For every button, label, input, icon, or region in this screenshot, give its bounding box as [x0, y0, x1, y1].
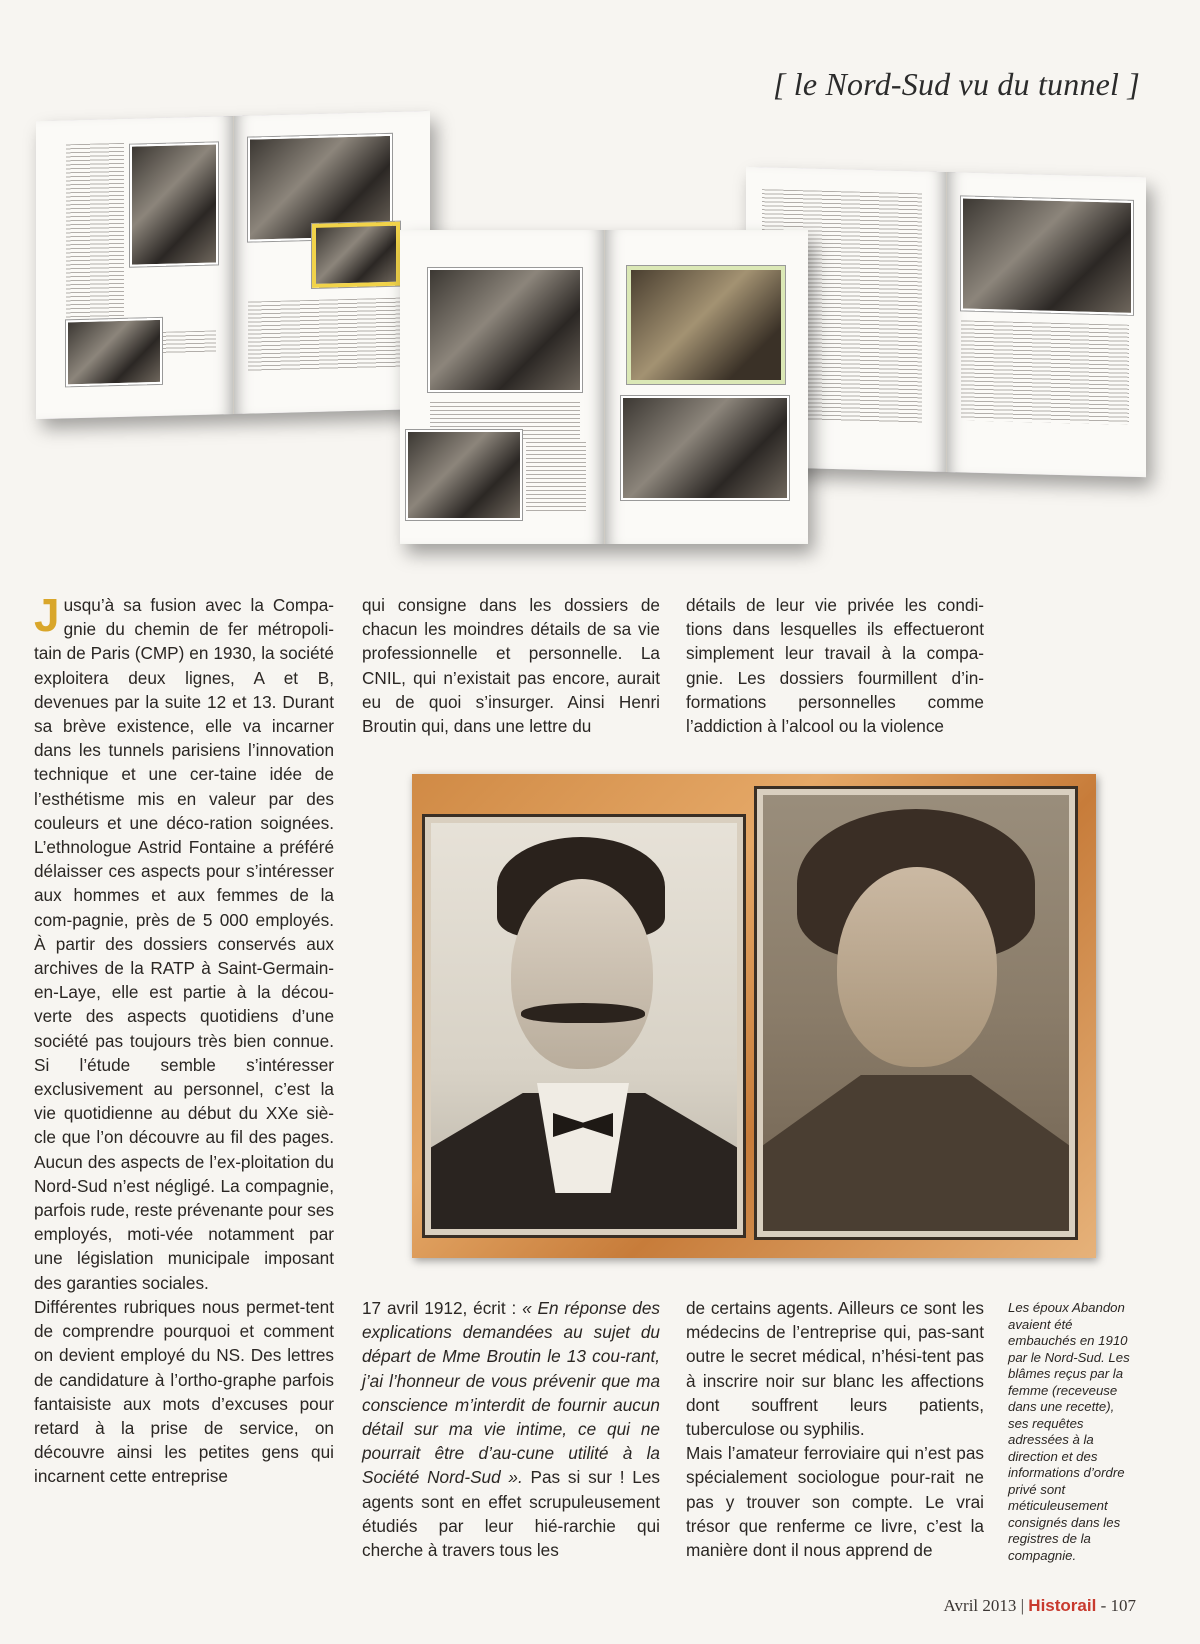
section-title: [ le Nord-Sud vu du tunnel ] [772, 66, 1140, 102]
article-paragraph: qui consigne dans les dossiers de chacun les moindres détails de sa vie professionnelle et personnelle. La CNIL, qui n’existait pas encore, aurait eu de quoi s’insurger. Ainsi Henri Broutin qui, dans une lettre du [362, 595, 660, 737]
article-paragraph: 17 avril 1912, écrit : « En réponse des explications demandées au sujet du départ de Mme Broutin le 13 cou-rant, j’ai l’honneur de vous prévenir que ma conscience m’interdit de fournir aucun détail sur ma vie intime, ce qui ne pourrait être d’au-cune utilité à la Société Nord-Sud ». Pas si sur ! Les agents sont en effet scrupuleusement étudiés par leur hié-rarchie qui cherche à travers tous les [362, 1298, 660, 1561]
text-block [248, 297, 408, 371]
magazine-name: Historail [1028, 1596, 1097, 1615]
book-photo [66, 318, 162, 387]
article-paragraph: de certains agents. Ailleurs ce sont les médecins de l’entreprise qui, pas-sant outre le secret médical, n’hési-tent pas à inscrire noir sur blanc les affections dont souffrent leurs patients, tuberculose ou syphilis. [686, 1298, 984, 1440]
moustache-icon [521, 1003, 645, 1023]
article-column-3-top [686, 593, 984, 738]
drop-cap: J [34, 589, 60, 641]
book-center [400, 230, 808, 544]
portrait-woman [754, 786, 1078, 1240]
book-page [36, 116, 234, 419]
book-photo [621, 396, 789, 500]
article-column-2-bottom [362, 1296, 660, 1562]
article-paragraph: détails de leur vie privée les condi-tions dans lesquelles ils effectueront simplement leur travail à la compa-gnie. Les dossiers fourmillent d’in-formations personnelles comme l’addiction à l’alcool ou la violence [686, 595, 984, 737]
book-page [400, 230, 605, 544]
photo-caption: Les époux Abandon avaient été embauchés en 1910 par le Nord-Sud. Les blâmes reçus par la femme (receveuse dans une recette), ses requêtes adressées à la direction et des informations d’ordre privé sont méticuleusement consignés dans les registres de la compagnie. [1008, 1300, 1130, 1563]
article-column-2-top [362, 593, 660, 738]
dress [763, 1075, 1069, 1231]
text-block [66, 143, 124, 335]
book-photo [627, 266, 785, 384]
article-paragraph: Différentes rubriques nous permet-tent de comprendre pourquoi et comment on devient employé du NS. Des lettres de candidature à l’ortho-graphe parfois fantaisiste aux mots d’excuses pour retard à la prise de service, on découvre ainsi les petites gens qui incarnent cette entreprise [34, 1296, 334, 1487]
article-column-1 [34, 589, 335, 1489]
article-paragraph: Mais l’amateur ferroviaire qui n’est pas spécialement sociologue pour-rait ne pas y trouver son compte. Le vrai trésor que renferme ce livre, c’est la manière dont il nous apprend de [686, 1443, 984, 1561]
book-page [947, 172, 1147, 477]
page-footer [944, 1596, 1136, 1616]
face [511, 879, 653, 1069]
book-photo [130, 142, 218, 266]
book-photo [961, 196, 1133, 315]
book-left [36, 111, 430, 419]
article-paragraph: Jusqu’à sa fusion avec la Compa-gnie du chemin de fer métropoli-tain de Paris (CMP) en 1930, la société exploitera deux lignes, A et B, devenues par la suite 12 et 13. Durant sa brève existence, elle va incarner dans les tunnels parisiens l’innovation technique et une cer-taine idée de l’esthétisme mis en valeur par des couleurs et une déco-ration soignées. L’ethnologue Astrid Fontaine a préféré délaisser ces aspects pour s’intéresser aux hommes et aux femmes de la com-pagnie, près de 5 000 employés. À partir des dossiers conservés aux archives de la RATP à Saint-Germain-en-Laye, elle est partie à la décou-verte des aspects quotidiens d’une société pas toujours très bien connue. Si l’étude semble s’intéresser exclusivement au personnel, c’est la vie quotidienne au début du XXe siè-cle que l’on découvre au fil des pages. Aucun des aspects de l’ex-ploitation du Nord-Sud n’est négligé. La compagnie, parfois rude, reste prévenante pour ses employés, moti-vée notamment par une législation municipale imposant des garanties sociales. [34, 589, 335, 1293]
text-block [961, 320, 1129, 424]
book-page [605, 230, 809, 544]
book-photo [406, 430, 522, 520]
portrait-man [422, 814, 746, 1238]
portrait-photograph [412, 774, 1096, 1258]
text-block [526, 442, 586, 512]
book-photo [312, 222, 400, 288]
article-column-3-bottom [686, 1296, 984, 1562]
quote: « En réponse des explications demandées au sujet du départ de Mme Broutin le 13 cou-rant, j’ai l’honneur de vous prévenir que ma conscience m’interdit de fournir aucun détail sur ma vie intime, ce qui ne pourrait être d’au-cune utilité à la Société Nord-Sud ». [362, 1298, 660, 1488]
footer-separator: | [1020, 1596, 1025, 1615]
issue-date: Avril 2013 [943, 1596, 1017, 1615]
page-number: - 107 [1100, 1596, 1136, 1615]
face [837, 867, 997, 1067]
book-photo [428, 268, 582, 392]
